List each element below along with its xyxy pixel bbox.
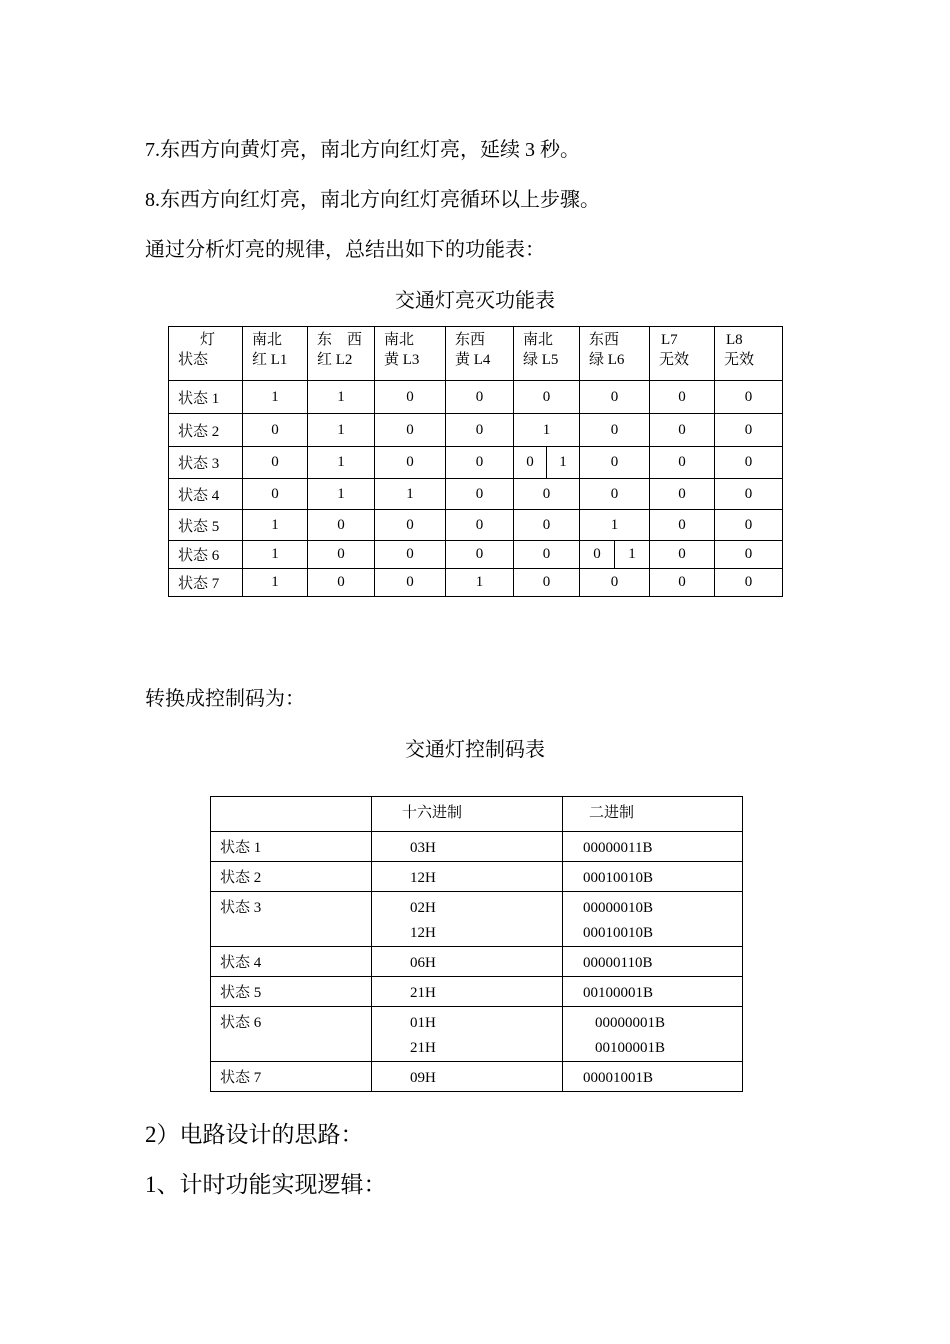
cell-l6: 0: [580, 479, 650, 510]
cell-l2: 1: [308, 381, 375, 414]
table-row: [211, 1007, 743, 1062]
cell-l6: 0: [580, 447, 650, 479]
table-row: [169, 510, 783, 541]
table-row: [169, 414, 783, 447]
state-label: 状态 2: [169, 414, 243, 447]
header-cell: L7 无效: [650, 327, 715, 381]
binary-value: 00001001B: [563, 1062, 743, 1092]
table-row: [211, 947, 743, 977]
header-cell: 灯 状态: [169, 327, 243, 381]
cell-l7: 0: [650, 447, 715, 479]
state-label: 状态 2: [211, 862, 372, 892]
cell-l7: 0: [650, 569, 715, 597]
header-cell: L8 无效: [715, 327, 783, 381]
hex-value: 06H: [372, 947, 563, 977]
state-label: 状态 5: [211, 977, 372, 1007]
header-cell-state: [211, 797, 372, 832]
binary-values: [563, 1007, 743, 1062]
cell-l6: 0: [580, 569, 650, 597]
cell-l1: 0: [243, 479, 308, 510]
control-code-table: [210, 796, 743, 1092]
cell-l8: 0: [715, 381, 783, 414]
state-label: 状态 7: [169, 569, 243, 597]
cell-l1: 1: [243, 510, 308, 541]
hex-value: 02H: [410, 900, 436, 916]
cell-l8: 0: [715, 510, 783, 541]
cell-l4: 0: [446, 510, 514, 541]
state-label: 状态 1: [169, 381, 243, 414]
table-row: [211, 1062, 743, 1092]
state-label: 状态 6: [211, 1007, 372, 1062]
section-heading-circuit-design: 2）电路设计的思路：: [145, 1122, 364, 1147]
hex-value: 21H: [410, 1040, 436, 1056]
cell-l3: 0: [375, 510, 446, 541]
state-label: 状态 5: [169, 510, 243, 541]
cell-l2: 1: [308, 414, 375, 447]
table-row: [211, 892, 743, 947]
table-row: [211, 832, 743, 862]
binary-value: 00100001B: [595, 1040, 666, 1056]
control-table-header-row: [211, 797, 743, 832]
cell-l4: 1: [446, 569, 514, 597]
state-label: 状态 4: [211, 947, 372, 977]
cell-l7: 0: [650, 381, 715, 414]
binary-value: 00000010B: [583, 900, 654, 916]
cell-l2: 0: [308, 541, 375, 569]
binary-value: 00000011B: [563, 832, 743, 862]
cell-l1: 0: [243, 414, 308, 447]
header-cell: 东西 绿 L6: [580, 327, 650, 381]
state-label: 状态 7: [211, 1062, 372, 1092]
cell-l5: 0: [514, 510, 580, 541]
cell-l4: 0: [446, 414, 514, 447]
header-cell: 东西 黄 L4: [446, 327, 514, 381]
cell-l3: 0: [375, 414, 446, 447]
cell-l5: 0: [514, 381, 580, 414]
cell-l6: 0: [580, 381, 650, 414]
cell-l8: 0: [715, 447, 783, 479]
table-row: [169, 479, 783, 510]
hex-value: 12H: [372, 862, 563, 892]
state-label: 状态 4: [169, 479, 243, 510]
cell-l4: 0: [446, 447, 514, 479]
cell-l5-split: [514, 447, 580, 479]
cell-l2: 1: [308, 479, 375, 510]
table-row: [169, 569, 783, 597]
binary-value: 00100001B: [563, 977, 743, 1007]
header-cell: 南北 绿 L5: [514, 327, 580, 381]
cell-l3: 0: [375, 447, 446, 479]
cell-l5: 0: [514, 479, 580, 510]
table-row: [169, 447, 783, 479]
cell-l6-part-b: 1: [614, 541, 649, 568]
cell-l6: 0: [580, 414, 650, 447]
binary-value: 00010010B: [563, 862, 743, 892]
state-label: 状态 3: [169, 447, 243, 479]
cell-l7: 0: [650, 541, 715, 569]
hex-value: 03H: [372, 832, 563, 862]
binary-value: 00010010B: [583, 925, 654, 941]
cell-l3: 1: [375, 479, 446, 510]
cell-l6-part-a: 0: [593, 546, 601, 562]
cell-l4: 0: [446, 381, 514, 414]
cell-l3: 0: [375, 569, 446, 597]
paragraph-convert-intro: 转换成控制码为：: [145, 688, 305, 710]
function-table: [168, 326, 783, 597]
cell-l1: 1: [243, 541, 308, 569]
hex-values: [372, 892, 563, 947]
binary-value: 00000001B: [595, 1015, 666, 1031]
table-row: [211, 862, 743, 892]
table-row: [169, 381, 783, 414]
cell-l2: 1: [308, 447, 375, 479]
cell-l7: 0: [650, 479, 715, 510]
cell-l6: 1: [580, 510, 650, 541]
cell-l7: 0: [650, 510, 715, 541]
hex-value: 01H: [410, 1015, 436, 1031]
cell-l4: 0: [446, 541, 514, 569]
header-cell-hex: 十六进制: [372, 797, 563, 832]
cell-l1: 1: [243, 569, 308, 597]
cell-l5: 0: [514, 541, 580, 569]
header-cell: 南北 红 L1: [243, 327, 308, 381]
hex-value: 21H: [372, 977, 563, 1007]
cell-l1: 1: [243, 381, 308, 414]
cell-l2: 0: [308, 569, 375, 597]
cell-l8: 0: [715, 479, 783, 510]
header-cell-bin: 二进制: [563, 797, 743, 832]
cell-l1: 0: [243, 447, 308, 479]
cell-l5-part-a: 0: [526, 454, 534, 470]
cell-l3: 0: [375, 381, 446, 414]
cell-l6-split: [580, 541, 650, 569]
header-cell: 南北 黄 L3: [375, 327, 446, 381]
hex-values: [372, 1007, 563, 1062]
paragraph-step-8: 8.东西方向红灯亮，南北方向红灯亮循环以上步骤。: [145, 189, 600, 211]
cell-l2: 0: [308, 510, 375, 541]
state-label: 状态 1: [211, 832, 372, 862]
state-label: 状态 3: [211, 892, 372, 947]
cell-l3: 0: [375, 541, 446, 569]
table-row: [169, 541, 783, 569]
section-heading-timing-logic: 1、计时功能实现逻辑：: [145, 1172, 387, 1197]
table-row: [211, 977, 743, 1007]
cell-l5: 1: [514, 414, 580, 447]
control-table-title: 交通灯控制码表: [405, 737, 545, 761]
function-table-header-row: [169, 327, 783, 381]
cell-l4: 0: [446, 479, 514, 510]
header-cell: 东 西 红 L2: [308, 327, 375, 381]
cell-l5: 0: [514, 569, 580, 597]
cell-l5-part-b: 1: [546, 447, 579, 478]
paragraph-step-7: 7.东西方向黄灯亮，南北方向红灯亮，延续 3 秒。: [145, 139, 580, 161]
paragraph-analysis-intro: 通过分析灯亮的规律，总结出如下的功能表：: [145, 239, 545, 261]
state-label: 状态 6: [169, 541, 243, 569]
binary-values: [563, 892, 743, 947]
hex-value: 12H: [410, 925, 436, 941]
binary-value: 00000110B: [563, 947, 743, 977]
cell-l8: 0: [715, 541, 783, 569]
cell-l8: 0: [715, 414, 783, 447]
function-table-title: 交通灯亮灭功能表: [395, 288, 555, 312]
hex-value: 09H: [372, 1062, 563, 1092]
cell-l8: 0: [715, 569, 783, 597]
cell-l7: 0: [650, 414, 715, 447]
